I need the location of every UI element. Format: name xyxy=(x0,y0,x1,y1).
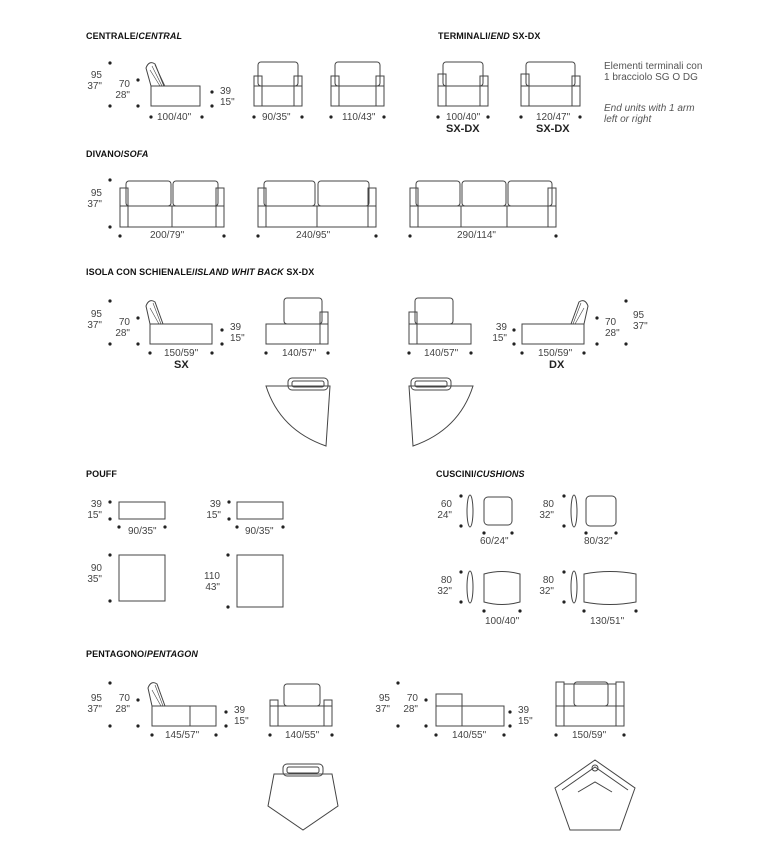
label-island-sx: SX xyxy=(174,359,189,371)
dim-seat-70-in: 28" xyxy=(115,90,130,101)
pentagon-front-1 xyxy=(270,684,332,726)
cushion-100 xyxy=(467,571,520,605)
dim-island-150-sx: 150/59" xyxy=(164,348,199,359)
dim-sofa-290: 290/114" xyxy=(457,230,496,241)
dim-pouff-39-b: 39 xyxy=(209,499,221,510)
central-side-view xyxy=(146,63,200,106)
dim-island-140-a: 140/57" xyxy=(282,348,317,359)
dim-pent-140-a: 140/55" xyxy=(285,730,320,741)
sofa-290 xyxy=(410,181,556,227)
pentagon-plan-1 xyxy=(268,764,338,830)
island-plan-left xyxy=(266,378,330,446)
dim-pent-70-b: 70 xyxy=(406,693,418,704)
island-plan-right xyxy=(409,378,473,446)
dim-sofa-240: 240/95" xyxy=(296,230,331,241)
pentagon-front-2 xyxy=(556,682,624,726)
dim-cushion-130-w: 130/51" xyxy=(590,616,625,627)
end-unit-100 xyxy=(438,62,488,106)
island-side-sx xyxy=(146,301,212,344)
dim-cushion-80c-in: 32" xyxy=(539,586,554,597)
dim-cushion-80a-in: 32" xyxy=(539,510,554,521)
dim-island-140-b: 140/57" xyxy=(424,348,459,359)
dim-island-dx-39-in: 15" xyxy=(492,333,507,344)
heading-island: ISOLA CON SCHIENALE/ISLAND WHIT BACK SX-DX xyxy=(86,267,315,277)
dim-cushion-80c: 80 xyxy=(542,575,554,586)
dim-pent-150: 150/59" xyxy=(572,730,607,741)
dim-pouff-90-plan: 90 xyxy=(90,563,102,574)
dim-pent-39-a-in: 15" xyxy=(234,716,249,727)
dim-island-dx-39: 39 xyxy=(495,322,507,333)
dim-island-dx-70-in: 28" xyxy=(605,328,620,339)
heading-pouff: POUFF xyxy=(86,469,117,479)
dim-sofa-200: 200/79" xyxy=(150,230,185,241)
dim-pent-145: 145/57" xyxy=(165,730,200,741)
label-end-sxdx-2: SX-DX xyxy=(536,123,570,135)
dim-seat-39: 39 xyxy=(220,86,232,97)
dim-end-100: 100/40" xyxy=(446,112,481,123)
island-side-dx xyxy=(522,301,588,344)
dim-pouff-39-a-in: 15" xyxy=(87,510,102,521)
dim-sofa-height-95-in: 37" xyxy=(87,199,102,210)
dim-central-100: 100/40" xyxy=(157,112,192,123)
dim-island-dx-95-in: 37" xyxy=(633,321,648,332)
cushion-60 xyxy=(467,495,512,527)
dim-pouff-90-b: 90/35" xyxy=(245,526,274,537)
dim-seat-70: 70 xyxy=(118,79,130,90)
pouff-90-side xyxy=(119,502,165,519)
heading-pentagon: PENTAGONO/PENTAGON xyxy=(86,649,198,659)
central-front-90 xyxy=(254,62,302,106)
dim-cushion-80a: 80 xyxy=(542,499,554,510)
dim-island-height-95: 95 xyxy=(90,309,102,320)
dim-pent-70-b-in: 28" xyxy=(403,704,418,715)
dim-cushion-60: 60 xyxy=(440,499,452,510)
dim-pent-140-b: 140/55" xyxy=(452,730,487,741)
dim-pouff-39-a: 39 xyxy=(90,499,102,510)
cushion-80a xyxy=(571,495,616,527)
pouff-90-plan xyxy=(119,555,165,601)
dim-pent-95-b: 95 xyxy=(378,693,390,704)
sofa-240 xyxy=(258,181,376,227)
pouff-110-plan xyxy=(237,555,283,607)
dim-pouff-39-b-in: 15" xyxy=(206,510,221,521)
end-note-en: End units with 1 arm left or right xyxy=(604,103,695,125)
dim-pent-95-a: 95 xyxy=(90,693,102,704)
dim-seat-39-in: 15" xyxy=(220,97,235,108)
dim-island-39-in: 15" xyxy=(230,333,245,344)
dimension-markers xyxy=(108,61,637,736)
dim-island-seat-70: 70 xyxy=(118,317,130,328)
heading-central: CENTRALE/CENTRAL xyxy=(86,31,183,41)
heading-end: TERMINALI/END SX-DX xyxy=(438,31,541,41)
end-unit-120 xyxy=(521,62,580,106)
pentagon-side-1 xyxy=(148,683,216,726)
dim-island-39: 39 xyxy=(230,322,242,333)
dim-island-150-dx: 150/59" xyxy=(538,348,573,359)
dim-cushion-60-w: 60/24" xyxy=(480,536,509,547)
dim-island-height-95-in: 37" xyxy=(87,320,102,331)
pentagon-side-2 xyxy=(436,694,504,726)
cushion-130 xyxy=(571,571,636,605)
dim-pouff-90-a: 90/35" xyxy=(128,526,157,537)
dim-height-95: 95 xyxy=(90,70,102,81)
dim-cushion-80b: 80 xyxy=(440,575,452,586)
dim-cushion-80b-in: 32" xyxy=(437,586,452,597)
dim-pouff-110-plan: 110 xyxy=(204,571,220,582)
heading-sofa: DIVANO/SOFA xyxy=(86,149,149,159)
label-island-dx: DX xyxy=(549,359,565,371)
dim-sofa-height-95: 95 xyxy=(90,188,102,199)
dim-pent-39-a: 39 xyxy=(234,705,246,716)
dim-cushion-60-in: 24" xyxy=(437,510,452,521)
dim-island-dx-95: 95 xyxy=(633,310,645,321)
dim-pent-39-b-in: 15" xyxy=(518,716,533,727)
pouff-90b-side xyxy=(237,502,283,519)
dim-central-110: 110/43" xyxy=(342,112,376,123)
dim-cushion-100-w: 100/40" xyxy=(485,616,520,627)
dim-pent-39-b: 39 xyxy=(518,705,530,716)
island-front-right xyxy=(409,298,471,344)
label-end-sxdx-1: SX-DX xyxy=(446,123,480,135)
end-note-it: Elementi terminali con 1 bracciolo SG O DG xyxy=(604,61,703,83)
dim-pent-70-a: 70 xyxy=(118,693,130,704)
central-front-110 xyxy=(331,62,384,106)
heading-cushions: CUSCINI/CUSHIONS xyxy=(436,469,525,479)
dim-island-dx-70: 70 xyxy=(605,317,617,328)
dim-pouff-110-plan-in: 43" xyxy=(205,582,220,593)
dim-cushion-80-w: 80/32" xyxy=(584,536,613,547)
sofa-200 xyxy=(120,181,224,227)
pentagon-plan-2 xyxy=(555,760,635,830)
island-front-left xyxy=(266,298,328,344)
dim-pent-70-a-in: 28" xyxy=(115,704,130,715)
dim-pent-95-b-in: 37" xyxy=(375,704,390,715)
dim-pouff-90-plan-in: 35" xyxy=(87,574,102,585)
dim-end-120: 120/47" xyxy=(536,112,571,123)
dim-central-90: 90/35" xyxy=(262,112,291,123)
dim-height-95-in: 37" xyxy=(87,81,102,92)
dim-island-seat-70-in: 28" xyxy=(115,328,130,339)
dim-pent-95-a-in: 37" xyxy=(87,704,102,715)
